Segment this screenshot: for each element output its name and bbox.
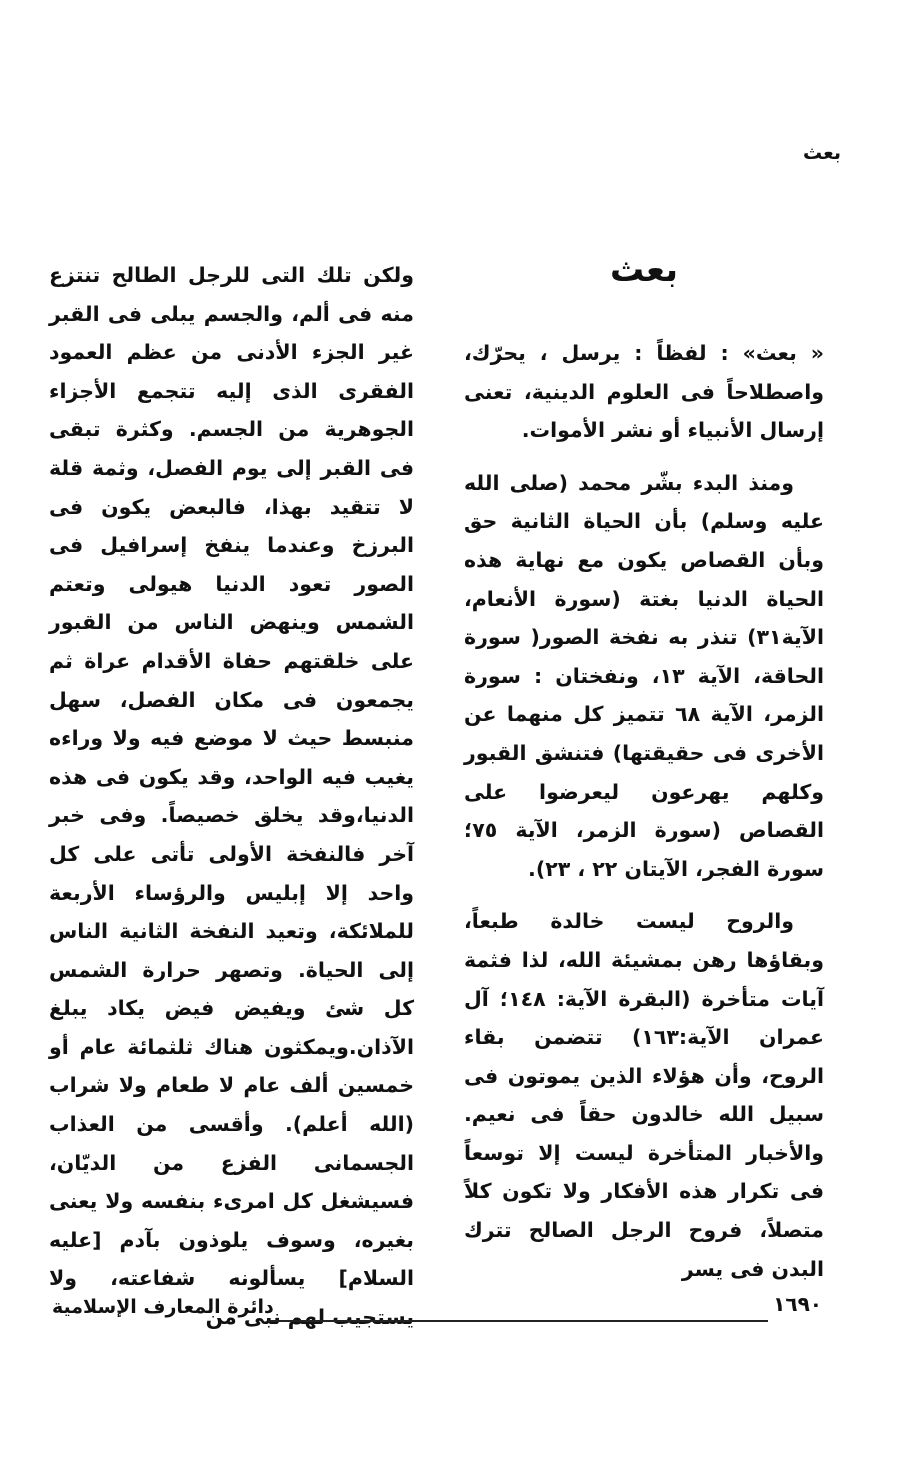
running-head: بعث xyxy=(803,142,841,164)
entry-title: بعث xyxy=(610,250,678,290)
paragraph-resurrection: ولكن تلك التى للرجل الطالح تنتزع منه فى ألم، والجسم يبلى فى القبر غير الجزء الأدنى من عظم العمود الفقرى الذى إليه تتجمع الأجزاء الجوهرية من الجسم. وكثرة تبقى فى القبر إلى يوم الفصل، وثمة قلة لا تتقيد بهذا، فالبعض يكون فى البرزخ وعندما ينفخ إسرافيل فى الصور تعود الدنيا هيولى وتعتم الشمس وينهض الناس من القبور على خلقتهم حفاة الأقدام عراة ثم يجمعون فى مكان الفصل، سهل منبسط حيث لا موضع فيه ولا وراءه يغيب فيه الواحد، وقد يكون فى هذه الدنيا،وقد يخلق خصيصاً. وفى خبر آخر فالنفخة الأولى تأتى على كل واحد إلا إبليس والرؤساء الأربعة للملائكة، وتعيد النفخة الثانية الناس إلى الحياة. وتصهر حرارة الشمس كل شئ ويفيض فيض يكاد يبلغ الآذان.ويمكثون هناك ثلثمائة عام أو خمسين ألف عام لا طعام ولا شراب (الله أعلم). وأقسى من العذاب الجسمانى الفزع من الديّان، فسيشغل كل امرىء بنفسه ولا يعنى بغيره، وسوف يلوذون بآدم [عليه السلام] يسألونه شفاعته، ولا يستجيب لهم نبى من xyxy=(49,263,414,1330)
footer-rule xyxy=(268,1320,768,1322)
paragraph-definition: « بعث» : لفظاً : يرسل ، يحرّك، واصطلاحاً فى العلوم الدينية، تعنى إرسال الأنبياء أو نشر الأموات. xyxy=(464,341,824,443)
paragraph-soul: والروح ليست خالدة طبعاً، وبقاؤها رهن بمشيئة الله، لذا فثمة آيات متأخرة (البقرة الآية: ١٤٨؛ آل عمران الآية:١٦٣) تتضمن بقاء الروح، وأن هؤلاء الذين يموتون فى سبيل الله خالدون حقاً فى نعيم. والأخبار المتأخرة ليست إلا توسعاً فى تكرار هذه الأفكار ولا تكون كلاً متصلاً، فروح الرجل الصالح تترك البدن فى يسر xyxy=(464,909,824,1281)
page-number: ١٦٩٠ xyxy=(773,1292,822,1316)
right-column xyxy=(464,250,824,1302)
page-footer xyxy=(52,1290,822,1330)
left-column xyxy=(49,256,414,1337)
paragraph-prophet: ومنذ البدء بشّر محمد (صلى الله عليه وسلم) بأن الحياة الثانية حق وبأن القصاص يكون مع نهاية هذه الحياة الدنيا بغتة (سورة الأنعام، الآية٣١) تنذر به نفخة الصور( سورة الحاقة، الآية ١٣، ونفختان : سورة الزمر، الآية ٦٨ تتميز كل منهما عن الأخرى فى حقيقتها) فتنشق القبور وكلهم يهرعون ليعرضوا على القصاص (سورة الزمر، الآية ٧٥؛ سورة الفجر، الآيتان ٢٢ ، ٢٣). xyxy=(464,470,825,881)
publication-title: دائرة المعارف الإسلامية xyxy=(52,1296,274,1318)
